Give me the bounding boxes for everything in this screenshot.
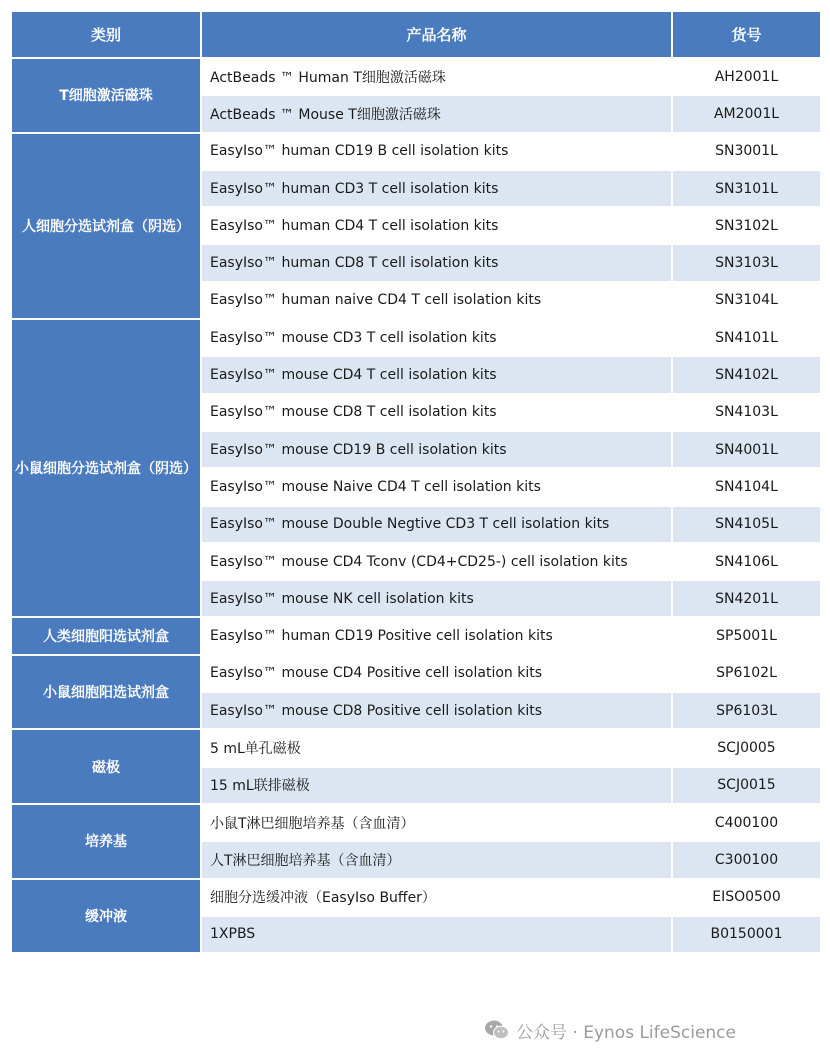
product-code-cell: SN4001L [672, 431, 821, 468]
table-row [11, 804, 821, 841]
product-name-cell: EasyIso™ mouse CD3 T cell isolation kits [201, 319, 672, 356]
header-row [11, 11, 821, 58]
product-name-cell: EasyIso™ human naive CD4 T cell isolation kits [201, 282, 672, 319]
product-code-cell: SCJ0015 [672, 767, 821, 804]
product-name-cell: 小鼠T淋巴细胞培养基（含血清） [201, 804, 672, 841]
product-name-cell: EasyIso™ human CD4 T cell isolation kits [201, 207, 672, 244]
product-name-cell: EasyIso™ human CD19 Positive cell isolation kits [201, 617, 672, 654]
product-code-cell: SN4106L [672, 543, 821, 580]
product-table [10, 10, 822, 954]
category-cell: 人细胞分选试剂盒（阴选） [11, 133, 201, 319]
header-category: 类别 [11, 11, 201, 58]
product-code-cell: SP6103L [672, 692, 821, 729]
category-cell: 人类细胞阳选试剂盒 [11, 617, 201, 654]
product-name-cell: EasyIso™ human CD3 T cell isolation kits [201, 170, 672, 207]
product-name-cell: ActBeads ™ Human T细胞激活磁珠 [201, 58, 672, 95]
product-code-cell: B0150001 [672, 916, 821, 953]
product-code-cell: SN3001L [672, 133, 821, 170]
product-name-cell: EasyIso™ human CD8 T cell isolation kits [201, 244, 672, 281]
product-name-cell: EasyIso™ mouse CD8 Positive cell isolation kits [201, 692, 672, 729]
product-name-cell: EasyIso™ mouse Double Negtive CD3 T cell isolation kits [201, 506, 672, 543]
table-row [11, 133, 821, 170]
product-name-cell: EasyIso™ mouse CD4 Positive cell isolation kits [201, 655, 672, 692]
product-code-cell: SN3102L [672, 207, 821, 244]
product-code-cell: AH2001L [672, 58, 821, 95]
product-name-cell: 1XPBS [201, 916, 672, 953]
category-cell: 培养基 [11, 804, 201, 879]
product-code-cell: SP6102L [672, 655, 821, 692]
product-code-cell: SCJ0005 [672, 729, 821, 766]
product-name-cell: 5 mL单孔磁极 [201, 729, 672, 766]
product-code-cell: SN4105L [672, 506, 821, 543]
product-code-cell: EISO0500 [672, 879, 821, 916]
product-code-cell: SN4201L [672, 580, 821, 617]
product-code-cell: SN4103L [672, 394, 821, 431]
product-name-cell: EasyIso™ human CD19 B cell isolation kits [201, 133, 672, 170]
product-name-cell: EasyIso™ mouse CD4 Tconv (CD4+CD25-) cell isolation kits [201, 543, 672, 580]
product-name-cell: EasyIso™ mouse Naive CD4 T cell isolation kits [201, 468, 672, 505]
watermark-text: 公众号 · Eynos LifeScience [516, 1022, 736, 1043]
category-cell: 缓冲液 [11, 879, 201, 954]
table-header [11, 11, 821, 58]
product-name-cell: 15 mL联排磁极 [201, 767, 672, 804]
category-cell: 磁极 [11, 729, 201, 804]
product-code-cell: SN4104L [672, 468, 821, 505]
header-product-code: 货号 [672, 11, 821, 58]
table-body [11, 58, 821, 953]
product-code-cell: SN4101L [672, 319, 821, 356]
product-code-cell: SN3104L [672, 282, 821, 319]
product-code-cell: C300100 [672, 841, 821, 878]
product-code-cell: SN4102L [672, 356, 821, 393]
product-name-cell: 细胞分选缓冲液（EasyIso Buffer） [201, 879, 672, 916]
header-product-name: 产品名称 [201, 11, 672, 58]
product-code-cell: SN3103L [672, 244, 821, 281]
category-cell: 小鼠细胞分选试剂盒（阴选） [11, 319, 201, 617]
table-row [11, 58, 821, 95]
watermark [484, 1018, 736, 1042]
table-row [11, 729, 821, 766]
product-name-cell: EasyIso™ mouse NK cell isolation kits [201, 580, 672, 617]
category-cell: 小鼠细胞阳选试剂盒 [11, 655, 201, 730]
product-name-cell: 人T淋巴细胞培养基（含血清） [201, 841, 672, 878]
table-row [11, 319, 821, 356]
table-row [11, 879, 821, 916]
product-name-cell: ActBeads ™ Mouse T细胞激活磁珠 [201, 95, 672, 132]
product-name-cell: EasyIso™ mouse CD8 T cell isolation kits [201, 394, 672, 431]
category-cell: T细胞激活磁珠 [11, 58, 201, 133]
table-row [11, 655, 821, 692]
product-code-cell: C400100 [672, 804, 821, 841]
product-code-cell: SN3101L [672, 170, 821, 207]
product-name-cell: EasyIso™ mouse CD4 T cell isolation kits [201, 356, 672, 393]
wechat-icon [484, 1019, 510, 1041]
product-code-cell: AM2001L [672, 95, 821, 132]
table-row [11, 617, 821, 654]
product-name-cell: EasyIso™ mouse CD19 B cell isolation kits [201, 431, 672, 468]
product-code-cell: SP5001L [672, 617, 821, 654]
